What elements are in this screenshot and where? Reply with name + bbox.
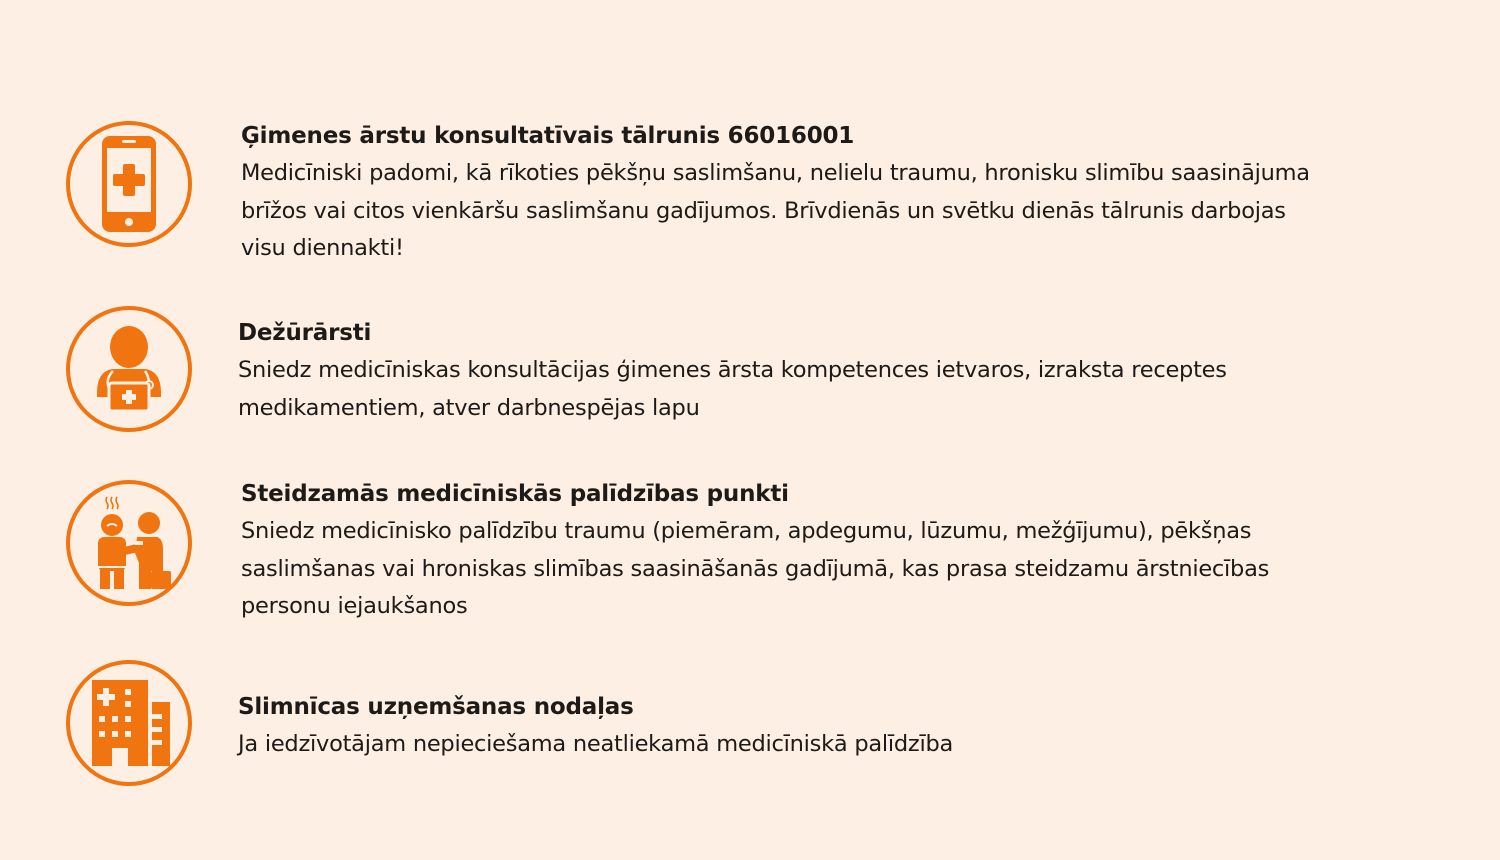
item-title: Ģimenes ārstu konsultatīvais tālrunis 66016001	[241, 123, 855, 149]
item-title: Slimnīcas uzņemšanas nodaļas	[238, 694, 634, 720]
doctor-icon	[79, 319, 179, 419]
icon-circle	[66, 660, 192, 786]
item-description: Sniedz medicīniskas konsultācijas ģimenes ārsta kompetences ietvaros, izraksta receptes medikamentiem, atver darbnespējas lapu	[238, 357, 1227, 421]
item-text	[241, 118, 1321, 268]
item-description: Medicīniski padomi, kā rīkoties pēkšņu saslimšanu, nelielu traumu, hronisku slimību saasinājuma brīžos vai citos vienkāršu saslimšanu gadījumos. Brīvdienās un svētku dienās tālrunis darbojas visu diennakti!	[241, 160, 1310, 261]
hospital-building-icon	[84, 678, 174, 768]
item-title: Steidzamās medicīniskās palīdzības punkti	[241, 481, 789, 507]
icon-circle	[66, 121, 192, 247]
smartphone-medical-cross-icon	[99, 134, 159, 234]
patient-with-doctor-icon	[79, 493, 179, 593]
icon-circle	[66, 480, 192, 606]
item-text	[238, 315, 1318, 427]
item-text	[241, 476, 1321, 626]
item-text	[238, 689, 1318, 764]
item-description: Sniedz medicīnisko palīdzību traumu (piemēram, apdegumu, lūzumu, mežģījumu), pēkšņas saslimšanas vai hroniskas slimības saasināšanās gadījumā, kas prasa steidzamu ārstniecības personu iejaukšanos	[241, 518, 1270, 619]
icon-circle	[66, 306, 192, 432]
item-description: Ja iedzīvotājam nepieciešama neatliekamā medicīniskā palīdzība	[238, 731, 954, 757]
item-title: Dežūrārsti	[238, 320, 372, 346]
